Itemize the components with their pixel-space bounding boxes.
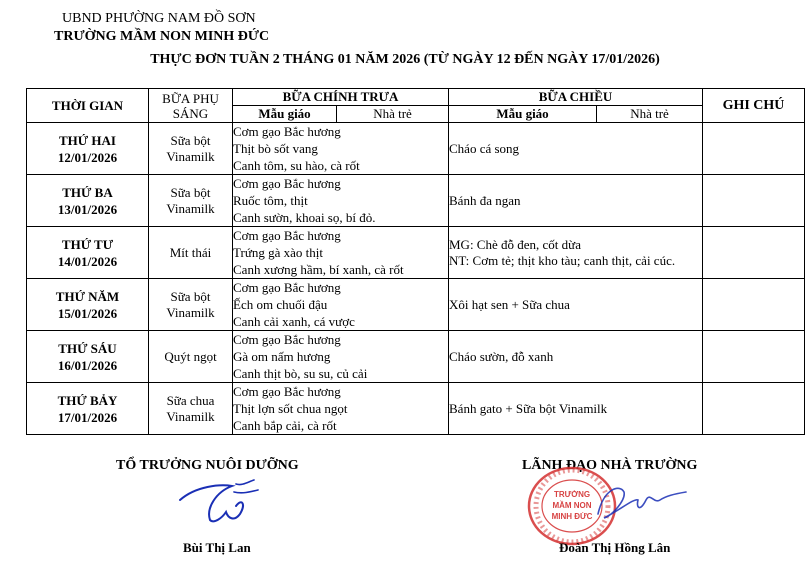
table-row — [27, 123, 805, 175]
col-header-note: GHI CHÚ — [703, 89, 805, 123]
table-row — [27, 175, 805, 227]
snack-cell: Sữa bột Vinamilk — [149, 123, 233, 175]
signature-stroke — [598, 488, 686, 518]
snack-cell: Quýt ngọt — [149, 331, 233, 383]
lunch-cell — [233, 123, 449, 175]
lunch-item: Thịt lợn sốt chua ngọt — [233, 401, 348, 416]
afternoon-cell — [449, 175, 703, 227]
day-cell — [27, 383, 149, 435]
day-cell — [27, 123, 149, 175]
weekly-menu-table — [26, 88, 805, 435]
day-date: 13/01/2026 — [57, 201, 118, 217]
table-row — [27, 331, 805, 383]
afternoon-cell — [449, 123, 703, 175]
day-name: THỨ HAI — [59, 132, 116, 148]
authority-name: UBND PHƯỜNG NAM ĐỒ SƠN — [62, 11, 256, 26]
school-name: TRƯỜNG MẦM NON MINH ĐỨC — [54, 29, 270, 44]
subheader-lunch-nursery: Nhà trẻ — [337, 106, 449, 123]
afternoon-cell — [449, 383, 703, 435]
lunch-item: Ruốc tôm, thịt — [233, 193, 308, 208]
col-header-lunch: BỮA CHÍNH TRƯA — [233, 89, 449, 106]
lunch-cell — [233, 383, 449, 435]
afternoon-cell — [449, 227, 703, 279]
note-cell — [703, 123, 805, 175]
lunch-item: Thịt bò sốt vang — [233, 141, 318, 156]
lunch-item: Canh tôm, su hào, cà rốt — [233, 158, 360, 173]
afternoon-cell — [449, 331, 703, 383]
lunch-item: Trứng gà xào thịt — [233, 245, 323, 260]
day-cell — [27, 175, 149, 227]
lunch-item: Canh sườn, khoai sọ, bí đỏ. — [233, 210, 376, 225]
stamp-line: MẦM NON — [552, 501, 592, 510]
afternoon-item: Bánh gato + Sữa bột Vinamilk — [449, 400, 608, 416]
subheader-lunch-kindergarten: Mẫu giáo — [233, 106, 337, 123]
day-date: 15/01/2026 — [57, 305, 118, 321]
handwritten-signature-left — [176, 478, 276, 528]
day-date: 16/01/2026 — [57, 357, 118, 373]
lunch-item: Cơm gạo Bắc hương — [233, 124, 341, 139]
lunch-item: Canh cải xanh, cá vược — [233, 314, 355, 329]
subheader-afternoon-kindergarten: Mẫu giáo — [449, 106, 597, 123]
lunch-item: Cơm gạo Bắc hương — [233, 280, 341, 295]
snack-cell: Sữa chua Vinamilk — [149, 383, 233, 435]
day-cell — [27, 227, 149, 279]
subheader-afternoon-nursery: Nhà trẻ — [597, 106, 703, 123]
stamp-line: MINH ĐỨC — [551, 512, 593, 521]
afternoon-item: Bánh đa ngan — [449, 192, 521, 208]
day-date: 12/01/2026 — [57, 149, 118, 165]
col-header-afternoon: BỮA CHIỀU — [449, 89, 703, 106]
lunch-cell — [233, 227, 449, 279]
lunch-cell — [233, 331, 449, 383]
day-name: THỨ BẢY — [57, 392, 118, 408]
note-cell — [703, 175, 805, 227]
afternoon-item: Cháo cá song — [449, 140, 520, 156]
signature-right-name: Đoàn Thị Hồng Lân — [559, 540, 671, 555]
signature-left-title: TỔ TRƯỞNG NUÔI DƯỠNG — [116, 458, 299, 473]
afternoon-item: NT: Cơm tẻ; thịt kho tàu; canh thịt, cải cúc. — [449, 252, 676, 268]
lunch-item: Cơm gạo Bắc hương — [233, 332, 341, 347]
signature-stroke — [234, 480, 258, 493]
table-row — [27, 383, 805, 435]
note-cell — [703, 383, 805, 435]
col-header-time: THỜI GIAN — [27, 89, 149, 123]
day-cell — [27, 279, 149, 331]
note-cell — [703, 331, 805, 383]
day-name: THỨ NĂM — [55, 288, 120, 304]
snack-cell: Sữa bột Vinamilk — [149, 279, 233, 331]
lunch-item: Gà om nấm hương — [233, 349, 331, 364]
day-date: 14/01/2026 — [57, 253, 118, 269]
afternoon-item: Cháo sườn, đỗ xanh — [449, 348, 554, 364]
lunch-item: Canh thịt bò, su su, củ cải — [233, 366, 368, 381]
lunch-item: Canh bắp cải, cà rốt — [233, 418, 337, 433]
day-date: 17/01/2026 — [57, 409, 118, 425]
day-cell — [27, 331, 149, 383]
day-name: THỨ SÁU — [58, 340, 117, 356]
lunch-cell — [233, 175, 449, 227]
day-name: THỨ BA — [62, 184, 113, 200]
afternoon-cell — [449, 279, 703, 331]
handwritten-signature-right — [590, 478, 700, 528]
lunch-item: Cơm gạo Bắc hương — [233, 228, 341, 243]
lunch-item: Cơm gạo Bắc hương — [233, 384, 341, 399]
table-row — [27, 279, 805, 331]
signature-stroke — [180, 485, 243, 521]
note-cell — [703, 279, 805, 331]
afternoon-item: Xôi hạt sen + Sữa chua — [449, 296, 570, 312]
day-name: THỨ TƯ — [61, 236, 114, 252]
signature-left-name: Bùi Thị Lan — [183, 540, 251, 555]
table-row — [27, 227, 805, 279]
snack-cell: Mít thái — [149, 227, 233, 279]
note-cell — [703, 227, 805, 279]
lunch-item: Cơm gạo Bắc hương — [233, 176, 341, 191]
snack-cell: Sữa bột Vinamilk — [149, 175, 233, 227]
lunch-item: Ếch om chuối đậu — [233, 297, 328, 312]
signature-right-title: LÃNH ĐẠO NHÀ TRƯỜNG — [522, 458, 698, 473]
lunch-item: Canh xương hầm, bí xanh, cà rốt — [233, 262, 404, 277]
menu-title: THỰC ĐƠN TUẦN 2 THÁNG 01 NĂM 2026 (TỪ NGÀY 12 ĐẾN NGÀY 17/01/2026) — [150, 52, 660, 67]
lunch-cell — [233, 279, 449, 331]
col-header-snack: BỮA PHỤ SÁNG — [149, 89, 233, 123]
stamp-line: TRƯỜNG — [553, 490, 591, 499]
afternoon-item: MG: Chè đỗ đen, cốt dừa — [449, 236, 581, 252]
